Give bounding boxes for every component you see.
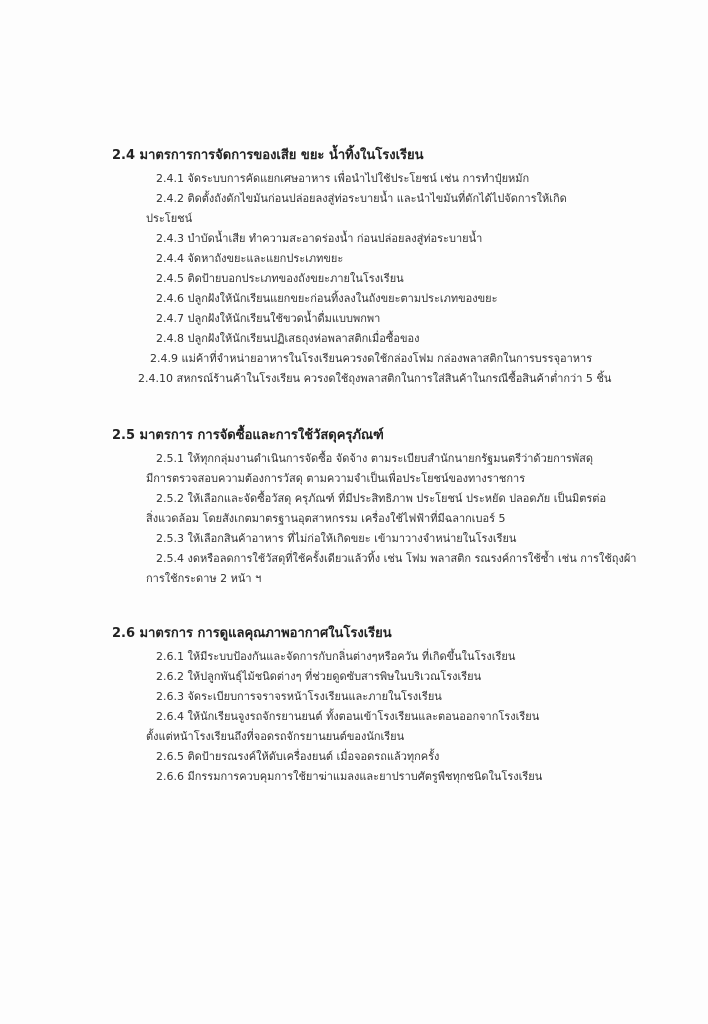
- list-item-2-5-2: 2.5.2 ให้เลือกและจัดซื้อวัสดุ ครุภัณฑ์ ที่มีประสิทธิภาพ ประโยชน์ ประหยัด ปลอดภัย เป็นมิตรต่อ: [156, 492, 607, 505]
- list-item-2-4-4: 2.4.4 จัดหาถังขยะและแยกประเภทขยะ: [156, 252, 344, 265]
- list-item-2-4-2-continued: ประโยชน์: [146, 212, 193, 225]
- list-item-2-4-10: 2.4.10 สหกรณ์ร้านค้าในโรงเรียน ควรงดใช้ถุงพลาสติกในการใส่สินค้าในกรณีซื้อสินค้าต่ำกว่า 5 ชิ้น: [138, 372, 612, 385]
- section-heading: 2.4 มาตรการการจัดการของเสีย ขยะ น้ำทิ้งในโรงเรียน: [112, 148, 424, 163]
- section-2-5: [112, 426, 672, 589]
- list-item-2-5-1-continued: มีการตรวจสอบความต้องการวัสดุ ตามความจำเป็นเพื่อประโยชน์ของทางราชการ: [146, 472, 526, 485]
- list-item-2-4-1: 2.4.1 จัดระบบการคัดแยกเศษอาหาร เพื่อนำไปใช้ประโยชน์ เช่น การทำปุ๋ยหมัก: [156, 172, 530, 185]
- list-item-2-6-5: 2.6.5 ติดป้ายรณรงค์ให้ดับเครื่องยนต์ เมื่อจอดรถแล้วทุกครั้ง: [156, 750, 440, 763]
- list-item-2-5-2-continued: สิ่งแวดล้อม โดยสังเกตมาตรฐานอุตสาหกรรม เครื่องใช้ไฟฟ้าที่มีฉลากเบอร์ 5: [146, 512, 506, 525]
- section-heading: 2.5 มาตรการ การจัดซื้อและการใช้วัสดุครุภัณฑ์: [112, 428, 384, 443]
- list-item-2-4-2: 2.4.2 ติดตั้งถังดักไขมันก่อนปล่อยลงสู่ท่อระบายน้ำ และนำไขมันที่ดักได้ไปจัดการให้เกิด: [156, 192, 567, 205]
- list-item-2-4-9: 2.4.9 แม่ค้าที่จำหน่ายอาหารในโรงเรียนควรงดใช้กล่องโฟม กล่องพลาสติกในการบรรจุอาหาร: [150, 352, 593, 365]
- list-item-2-6-4: 2.6.4 ให้นักเรียนจูงรถจักรยานยนต์ ทั้งตอนเข้าโรงเรียนและตอนออกจากโรงเรียน: [156, 710, 540, 723]
- list-item-2-5-3: 2.5.3 ให้เลือกสินค้าอาหาร ที่ไม่ก่อให้เกิดขยะ เข้ามาวางจำหน่ายในโรงเรียน: [156, 532, 517, 545]
- list-item-2-6-6: 2.6.6 มีกรรมการควบคุมการใช้ยาฆ่าแมลงและยาปราบศัตรูพืชทุกชนิดในโรงเรียน: [156, 770, 543, 783]
- list-item-2-5-1: 2.5.1 ให้ทุกกลุ่มงานดำเนินการจัดซื้อ จัดจ้าง ตามระเบียบสำนักนายกรัฐมนตรีว่าด้วยการพัสดุ: [156, 452, 594, 465]
- list-item-2-5-4: 2.5.4 งดหรือลดการใช้วัสดุที่ใช้ครั้งเดียวแล้วทิ้ง เช่น โฟม พลาสติก รณรงค์การใช้ซ้ำ เช่น การใช้ถุงผ้า: [156, 552, 637, 565]
- section-2-4: [112, 146, 672, 389]
- list-item-2-4-8: 2.4.8 ปลูกฝังให้นักเรียนปฏิเสธถุงห่อพลาสติกเมื่อซื้อของ: [156, 332, 420, 345]
- list-item-2-4-7: 2.4.7 ปลูกฝังให้นักเรียนใช้ขวดน้ำดื่มแบบพกพา: [156, 312, 381, 325]
- list-item-2-5-4-continued: การใช้กระดาษ 2 หน้า ฯ: [146, 572, 262, 585]
- list-item-2-4-3: 2.4.3 บำบัดน้ำเสีย ทำความสะอาดร่องน้ำ ก่อนปล่อยลงสู่ท่อระบายน้ำ: [156, 232, 483, 245]
- list-item-2-4-5: 2.4.5 ติดป้ายบอกประเภทของถังขยะภายในโรงเรียน: [156, 272, 404, 285]
- list-item-2-6-3: 2.6.3 จัดระเบียบการจราจรหน้าโรงเรียนและภายในโรงเรียน: [156, 690, 442, 703]
- section-heading: 2.6 มาตรการ การดูแลคุณภาพอากาศในโรงเรียน: [112, 626, 392, 641]
- section-2-6: [112, 624, 672, 787]
- list-item-2-4-6: 2.4.6 ปลูกฝังให้นักเรียนแยกขยะก่อนทิ้งลงในถังขยะตามประเภทของขยะ: [156, 292, 498, 305]
- list-item-2-6-2: 2.6.2 ให้ปลูกพันธุ์ไม้ชนิดต่างๆ ที่ช่วยดูดซับสารพิษในบริเวณโรงเรียน: [156, 670, 482, 683]
- list-item-2-6-4-continued: ตั้งแต่หน้าโรงเรียนถึงที่จอดรถจักรยานยนต์ของนักเรียน: [146, 730, 405, 743]
- list-item-2-6-1: 2.6.1 ให้มีระบบป้องกันและจัดการกับกลิ่นต่างๆหรือควัน ที่เกิดขึ้นในโรงเรียน: [156, 650, 516, 663]
